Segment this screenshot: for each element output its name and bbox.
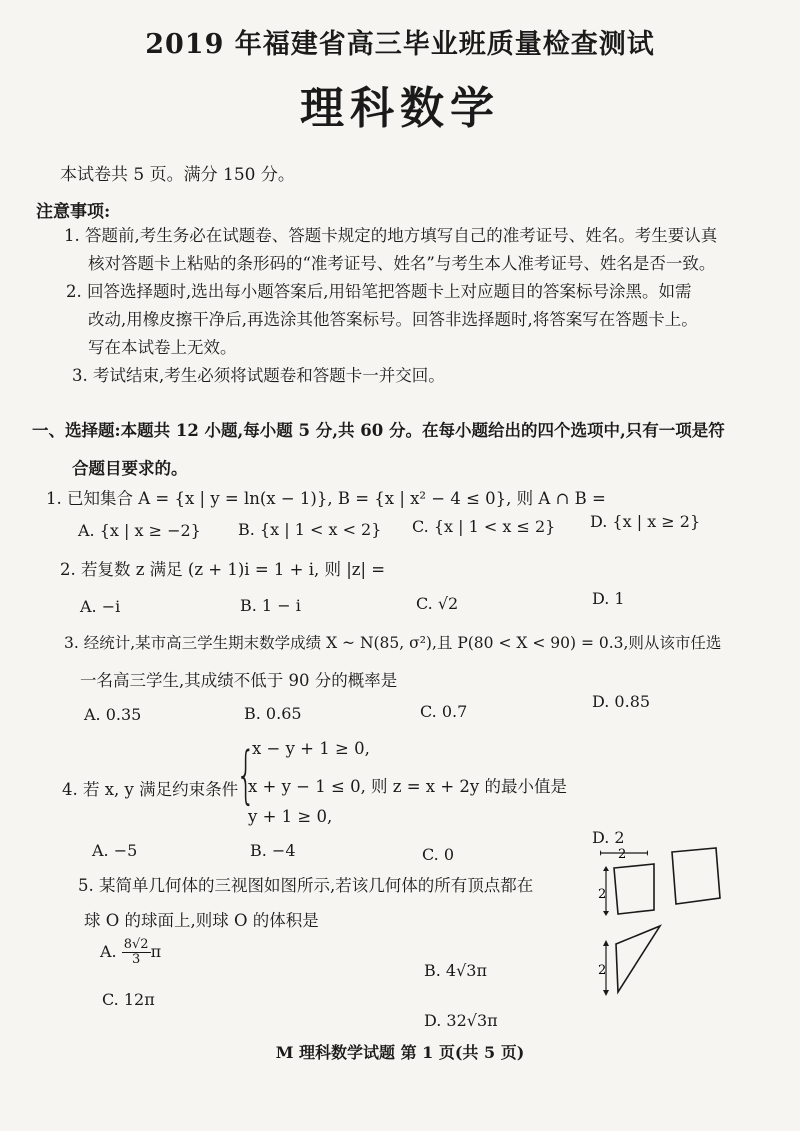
q1-option-b: B. {x | 1 < x < 2} bbox=[238, 520, 382, 539]
front-view-height-label: 2 bbox=[598, 887, 607, 902]
notice-heading: 注意事项: bbox=[36, 202, 111, 222]
q5-stem-line-1: 5. 某简单几何体的三视图如图所示,若该几何体的所有顶点都在 bbox=[78, 876, 534, 895]
exam-title: 2019 年福建省高三毕业班质量检查测试 bbox=[145, 29, 655, 60]
q4-option-a: A. −5 bbox=[92, 841, 138, 860]
q3-option-d: D. 0.85 bbox=[592, 692, 651, 711]
q4-condition-1: x − y + 1 ≥ 0, bbox=[252, 739, 370, 758]
q2-option-b: B. 1 − i bbox=[240, 596, 301, 615]
q1-option-a: A. {x | x ≥ −2} bbox=[78, 521, 201, 540]
q4-brace: { bbox=[236, 738, 256, 811]
q1-option-d: D. {x | x ≥ 2} bbox=[590, 512, 701, 531]
q5-option-c: C. 12π bbox=[102, 990, 155, 1009]
section-1-heading: 一、选择题:本题共 12 小题,每小题 5 分,共 60 分。在每小题给出的四个选项中,只有一项是符 bbox=[32, 421, 725, 440]
q5-option-d: D. 32√3π bbox=[424, 1011, 498, 1030]
notice-item-2-line-2: 改动,用橡皮擦干净后,再选涂其他答案标号。回答非选择题时,将答案写在答题卡上。 bbox=[88, 310, 698, 329]
q4-option-c: C. 0 bbox=[422, 845, 455, 864]
three-view-figure bbox=[596, 840, 730, 1000]
notice-item-1-line-1: 1. 答题前,考生务必在试题卷、答题卡规定的地方填写自己的准考证号、姓名。考生要认真 bbox=[64, 226, 718, 245]
q5-stem-line-2: 球 O 的球面上,则球 O 的体积是 bbox=[84, 911, 319, 930]
q3-option-c: C. 0.7 bbox=[420, 702, 468, 721]
front-view-width-label: 2 bbox=[618, 847, 627, 862]
front-view bbox=[598, 847, 654, 916]
q3-option-a: A. 0.35 bbox=[84, 705, 142, 724]
q5-option-a-pi: π bbox=[150, 942, 162, 961]
q3-stem-line-2: 一名高三学生,其成绩不低于 90 分的概率是 bbox=[80, 671, 398, 690]
section-1-heading-cont: 合题目要求的。 bbox=[72, 459, 188, 478]
q2-option-d: D. 1 bbox=[592, 589, 625, 608]
q1-stem: 1. 已知集合 A = {x | y = ln(x − 1)}, B = {x | x² − 4 ≤ 0}, 则 A ∩ B = bbox=[46, 489, 606, 508]
notice-item-2-line-1: 2. 回答选择题时,选出每小题答案后,用铅笔把答题卡上对应题目的答案标号涂黑。如需 bbox=[66, 282, 692, 301]
q5-option-a-denominator: 3 bbox=[132, 952, 141, 967]
side-view bbox=[672, 848, 720, 904]
subject-title: 理科数学 bbox=[300, 83, 500, 134]
q5-option-a-fraction bbox=[122, 938, 151, 967]
q4-stem: 4. 若 x, y 满足约束条件 bbox=[62, 780, 239, 799]
q3-option-b: B. 0.65 bbox=[244, 704, 302, 723]
notice-item-1-line-2: 核对答题卡上粘贴的条形码的“准考证号、姓名”与考生本人准考证号、姓名是否一致。 bbox=[88, 254, 716, 273]
top-view-height-label: 2 bbox=[598, 963, 607, 978]
q5-option-a-numerator: 8√2 bbox=[123, 937, 149, 952]
page-footer: M 理科数学试题 第 1 页(共 5 页) bbox=[275, 1043, 525, 1062]
q5-option-a bbox=[100, 938, 161, 967]
q2-option-c: C. √2 bbox=[416, 594, 459, 613]
q2-option-a: A. −i bbox=[80, 597, 121, 616]
notice-item-2-line-3: 写在本试卷上无效。 bbox=[88, 338, 237, 357]
q2-stem: 2. 若复数 z 满足 (z + 1)i = 1 + i, 则 |z| = bbox=[60, 560, 386, 579]
q5-option-b: B. 4√3π bbox=[424, 961, 487, 980]
q4-condition-2: x + y − 1 ≤ 0, 则 z = x + 2y 的最小值是 bbox=[248, 777, 567, 796]
q1-option-c: C. {x | 1 < x ≤ 2} bbox=[412, 517, 556, 536]
q5-option-a-label: A. bbox=[100, 942, 117, 961]
q3-stem-line-1: 3. 经统计,某市高三学生期末数学成绩 X ~ N(85, σ²),且 P(80 < X < 90) = 0.3,则从该市任选 bbox=[64, 634, 722, 652]
intro-text: 本试卷共 5 页。满分 150 分。 bbox=[60, 165, 295, 185]
q4-option-d: D. 2 bbox=[592, 828, 625, 847]
q4-option-b: B. −4 bbox=[250, 841, 296, 860]
top-view bbox=[598, 926, 660, 996]
q4-condition-3: y + 1 ≥ 0, bbox=[248, 807, 333, 826]
notice-item-3: 3. 考试结束,考生必须将试题卷和答题卡一并交回。 bbox=[72, 366, 445, 385]
